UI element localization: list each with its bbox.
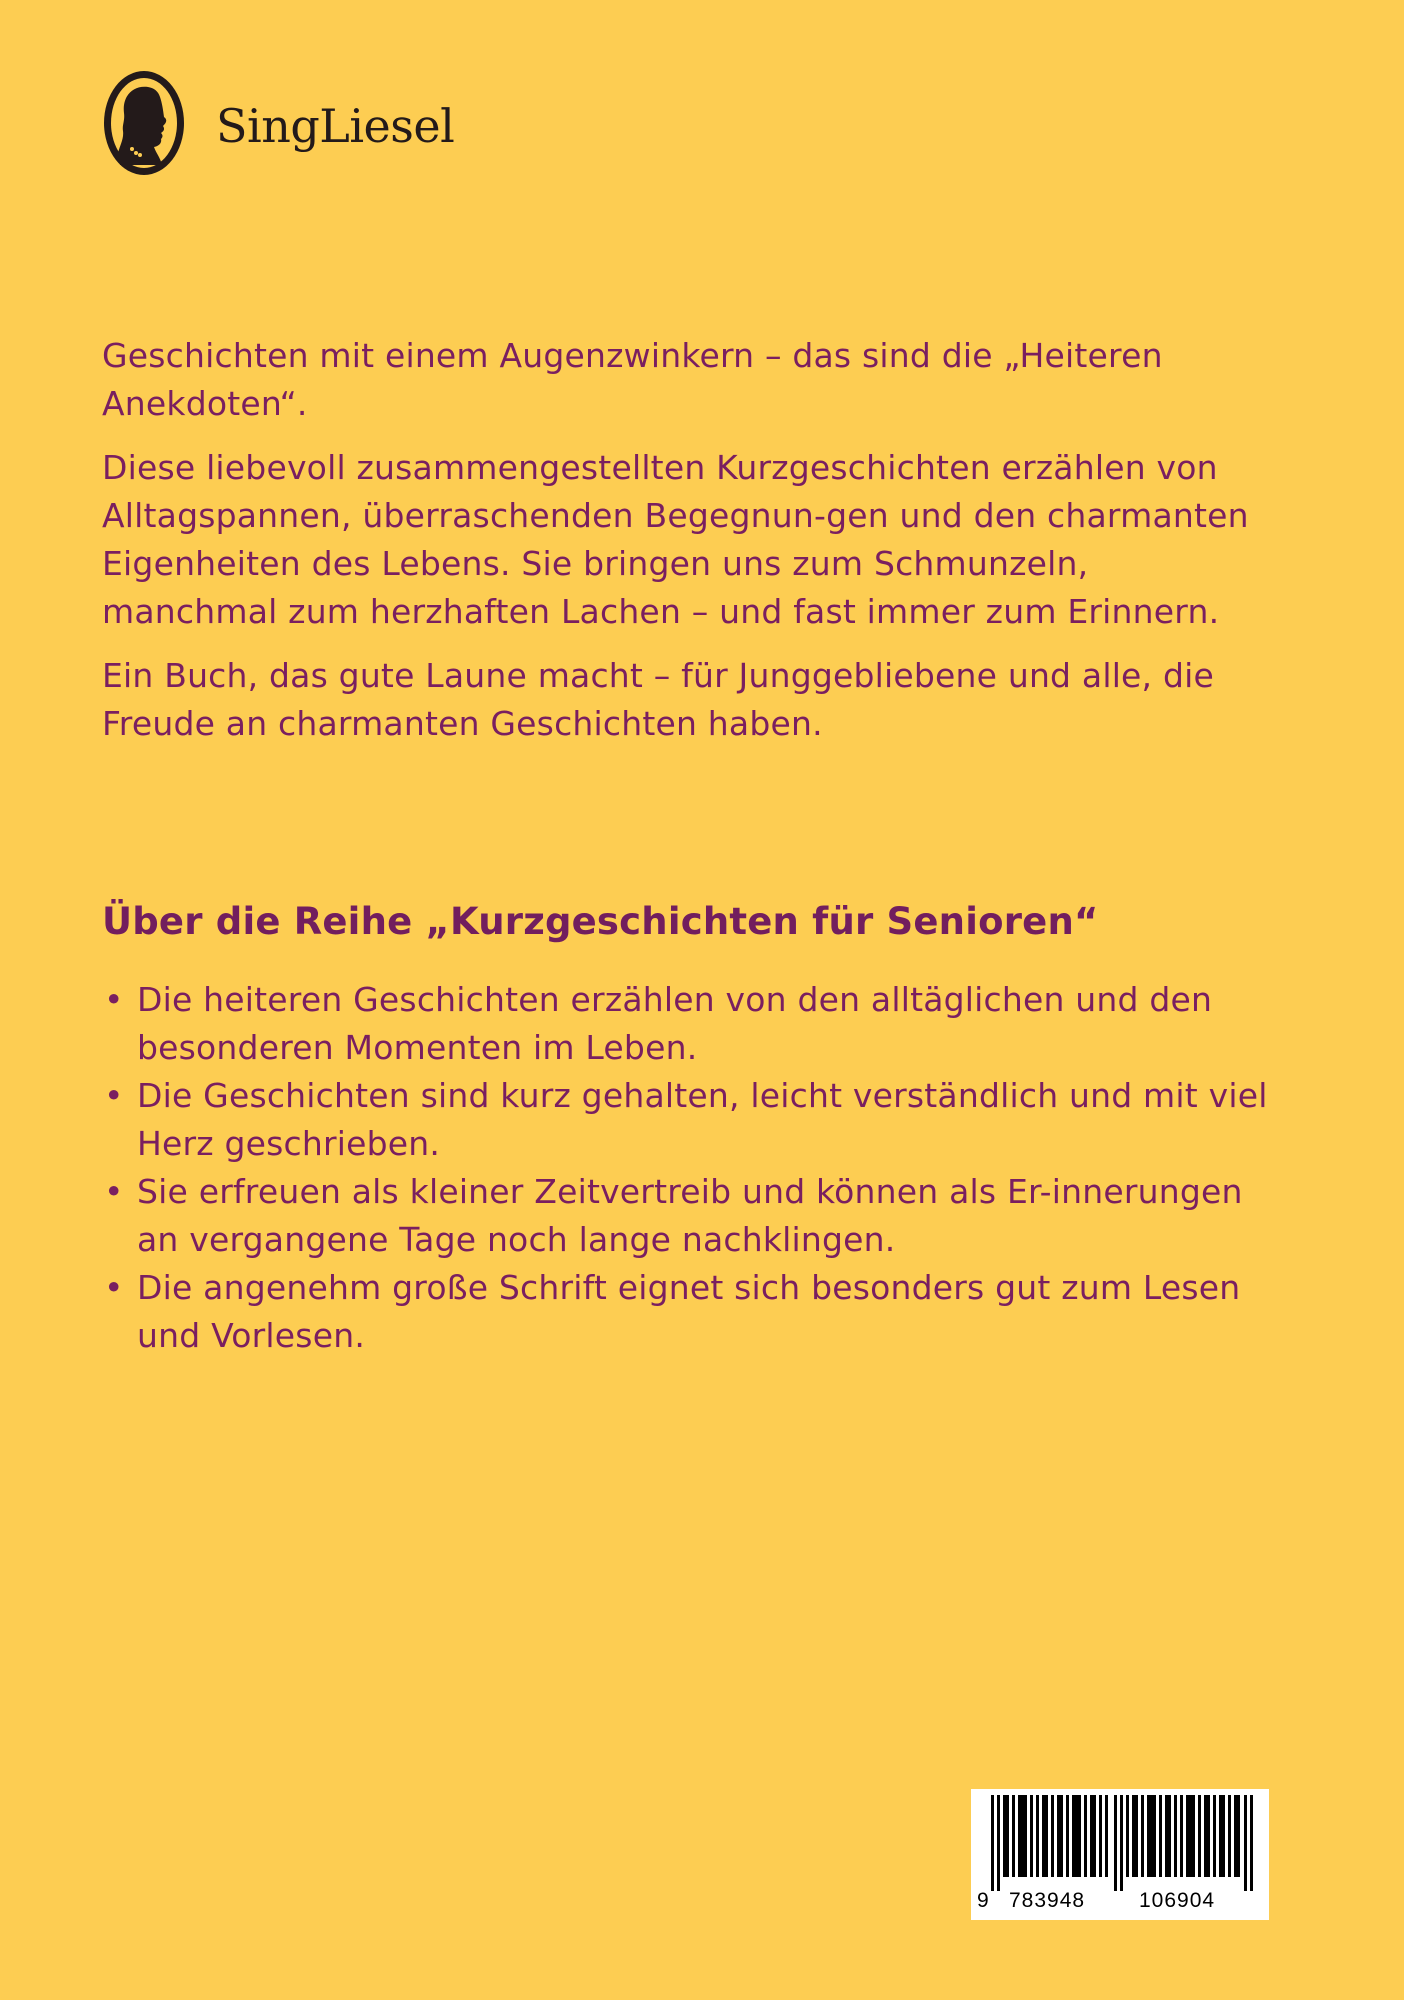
barcode-first-digit: 9	[977, 1889, 989, 1912]
intro-paragraph: Ein Buch, das gute Laune macht – für Junggebliebene und alle, die Freude an charmanten Geschichten haben.	[102, 656, 1214, 743]
series-heading: Über die Reihe „Kurzgeschichten für Senioren“	[102, 900, 1099, 943]
series-feature-list	[102, 976, 1282, 1360]
brand-header	[102, 69, 454, 177]
intro-paragraph: Diese liebevoll zusammengestellten Kurzgeschichten erzählen von Alltagspannen, überraschenden Begegnun-gen und den charmanten Eigenheiten des Lebens. Sie bringen uns zum Schmunzeln, manchmal zum herzhaften Lachen – und fast immer zum Erinnern.	[102, 448, 1249, 631]
list-item-text: Die heiteren Geschichten erzählen von den alltäglichen und den besonderen Momenten im Leben.	[137, 980, 1213, 1067]
barcode-left-digits: 783948	[1009, 1889, 1086, 1912]
brand-name: SingLiesel	[216, 99, 455, 153]
bullet-dot-icon: •	[104, 1268, 124, 1307]
intro-paragraph: Geschichten mit einem Augenzwinkern – das sind die „Heiteren Anekdoten“.	[102, 336, 1163, 423]
list-item-text: Die Geschichten sind kurz gehalten, leicht verständlich und mit viel Herz geschrieben.	[137, 1076, 1268, 1163]
list-item	[102, 1072, 1282, 1168]
bullet-dot-icon: •	[104, 1076, 124, 1115]
list-item	[102, 976, 1282, 1072]
woman-silhouette-cameo-icon	[102, 69, 186, 177]
barcode-bars	[991, 1795, 1253, 1891]
barcode-right-digits: 106904	[1139, 1889, 1216, 1912]
list-item-text: Sie erfreuen als kleiner Zeitvertreib und können als Er-innerungen an vergangene Tage noch lange nachklingen.	[137, 1172, 1243, 1259]
bullet-dot-icon: •	[104, 1172, 124, 1211]
intro-text	[102, 332, 1262, 748]
list-item	[102, 1264, 1282, 1360]
bullet-dot-icon: •	[104, 980, 124, 1019]
list-item	[102, 1168, 1282, 1264]
isbn-barcode	[971, 1789, 1269, 1920]
list-item-text: Die angenehm große Schrift eignet sich besonders gut zum Lesen und Vorlesen.	[137, 1268, 1241, 1355]
